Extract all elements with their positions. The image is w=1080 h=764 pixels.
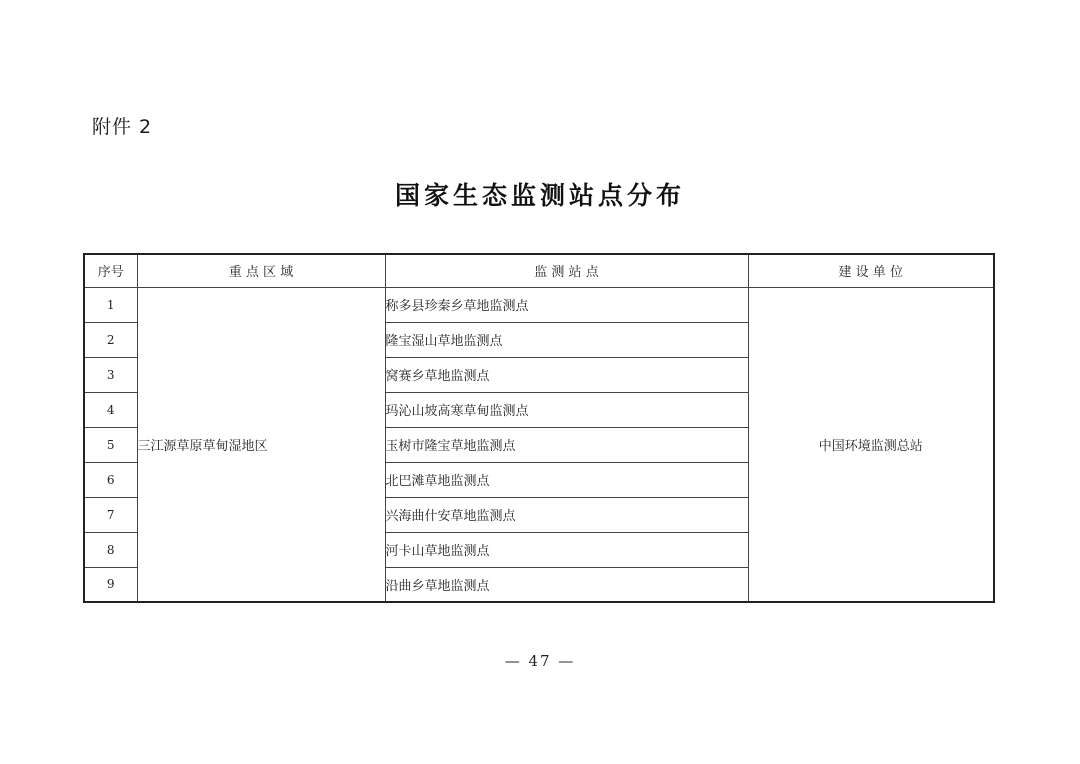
table-header-row [84, 254, 994, 287]
table-row [84, 287, 994, 322]
stations-table [83, 253, 995, 603]
station-name: 玉树市隆宝草地监测点 [385, 427, 748, 462]
header-region: 重 点 区 域 [137, 254, 385, 287]
header-no: 序号 [84, 254, 137, 287]
row-number: 2 [84, 322, 137, 357]
row-number: 9 [84, 567, 137, 602]
header-station: 监 测 站 点 [385, 254, 748, 287]
header-unit: 建 设 单 位 [748, 254, 994, 287]
row-number: 6 [84, 462, 137, 497]
row-number: 4 [84, 392, 137, 427]
station-name: 河卡山草地监测点 [385, 532, 748, 567]
unit-cell: 中国环境监测总站 [748, 287, 994, 602]
station-name: 隆宝湿山草地监测点 [385, 322, 748, 357]
row-number: 3 [84, 357, 137, 392]
row-number: 5 [84, 427, 137, 462]
document-title: 国家生态监测站点分布 [394, 181, 685, 210]
row-number: 1 [84, 287, 137, 322]
page-number: — 47 — [504, 652, 576, 670]
station-name: 兴海曲什安草地监测点 [385, 497, 748, 532]
region-cell: 三江源草原草甸湿地区 [137, 287, 385, 602]
attachment-label: 附件 2 [92, 116, 153, 138]
station-name: 沿曲乡草地监测点 [385, 567, 748, 602]
row-number: 8 [84, 532, 137, 567]
station-name: 窝赛乡草地监测点 [385, 357, 748, 392]
station-name: 北巴滩草地监测点 [385, 462, 748, 497]
row-number: 7 [84, 497, 137, 532]
station-name: 玛沁山坡高寒草甸监测点 [385, 392, 748, 427]
station-name: 称多县珍秦乡草地监测点 [385, 287, 748, 322]
